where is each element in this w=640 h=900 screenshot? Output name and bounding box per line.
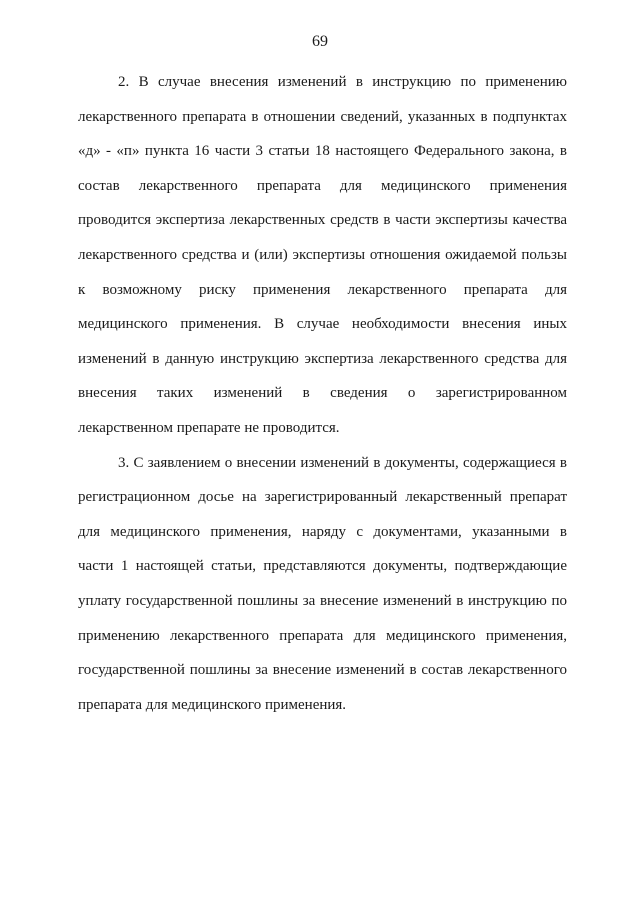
text-line: «д» - «п» пункта 16 части 3 статьи 18 настоящего Федерального закона, в	[78, 143, 567, 160]
text-line: препарата для медицинского применения.	[78, 696, 347, 713]
text-line: для медицинского применения, наряду с документами, указанными в	[78, 523, 567, 540]
text-line: медицинского применения. В случае необходимости внесения иных	[78, 316, 567, 333]
text-line: лекарственном препарате не проводится.	[78, 419, 340, 436]
text-line: лекарственного средства и (или) экспертизы отношения ожидаемой пользы	[78, 246, 567, 263]
text-line: применению лекарственного препарата для медицинского применения,	[78, 627, 567, 644]
paragraph-3	[78, 453, 567, 730]
text-line: уплату государственной пошлины за внесение изменений в инструкцию по	[78, 592, 567, 609]
text-line: проводится экспертиза лекарственных средств в части экспертизы качества	[78, 212, 567, 229]
page-number: 69	[312, 33, 328, 50]
document-body	[78, 72, 567, 729]
paragraph-2	[78, 72, 567, 453]
text-line: регистрационном досье на зарегистрированный лекарственный препарат	[78, 489, 567, 506]
text-line: 2. В случае внесения изменений в инструкцию по применению	[118, 74, 567, 90]
text-line: 3. С заявлением о внесении изменений в документы, содержащиеся в	[118, 454, 567, 471]
text-line: лекарственного препарата в отношении сведений, указанных в подпунктах	[78, 108, 567, 125]
text-line: состав лекарственного препарата для медицинского применения	[78, 177, 567, 194]
text-line: изменений в данную инструкцию экспертиза лекарственного средства для	[78, 350, 567, 367]
text-line: внесения таких изменений в сведения о зарегистрированном	[78, 385, 567, 402]
text-line: государственной пошлины за внесение изменений в состав лекарственного	[78, 662, 567, 679]
text-line: к возможному риску применения лекарственного препарата для	[78, 281, 567, 298]
text-line: части 1 настоящей статьи, представляются документы, подтверждающие	[78, 558, 567, 575]
